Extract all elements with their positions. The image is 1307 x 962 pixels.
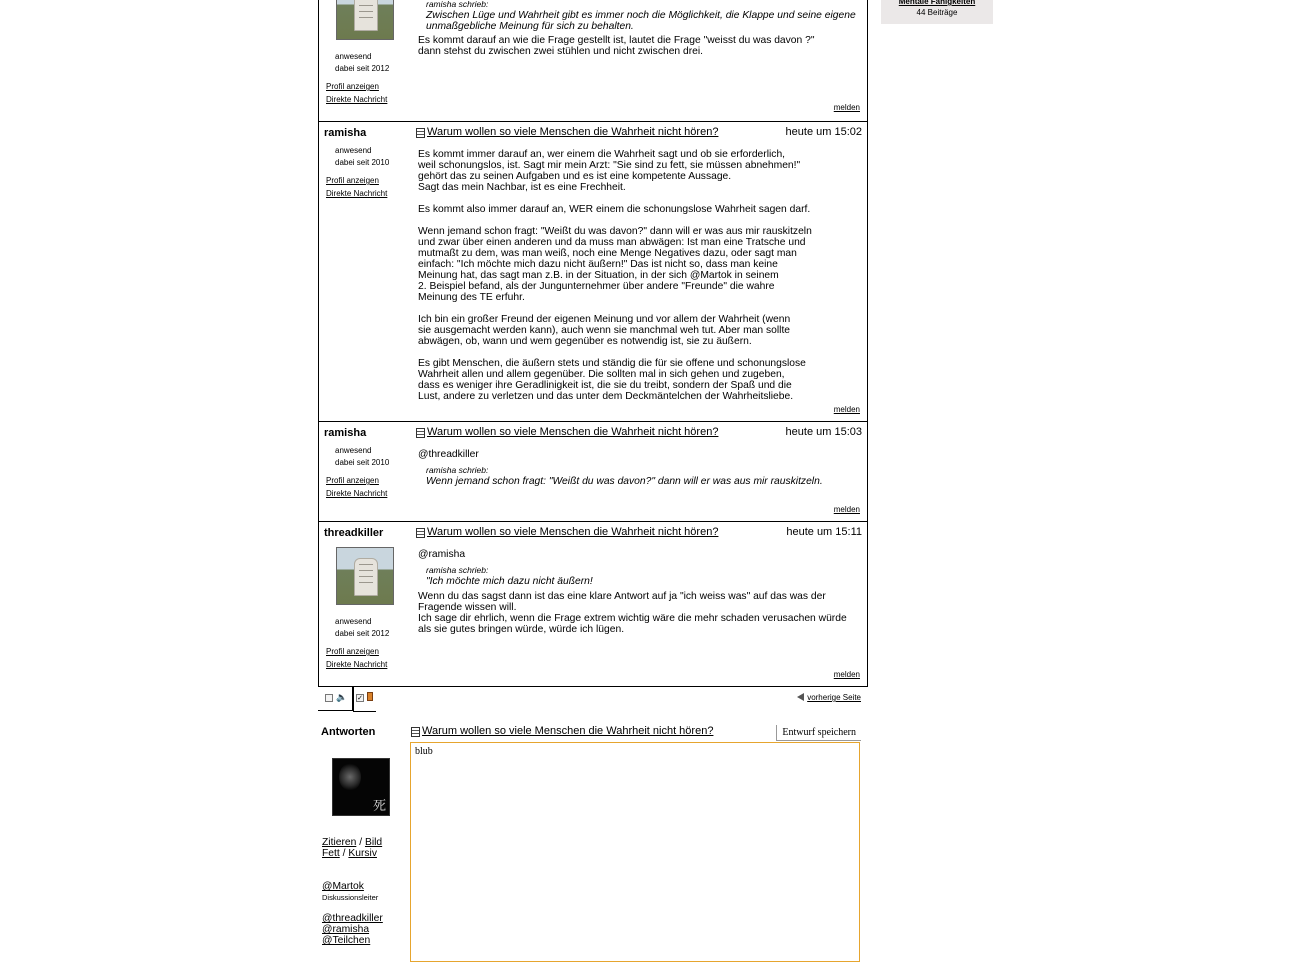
quote-header: ramisha schrieb: [426, 465, 489, 475]
author-status: anwesend [335, 52, 372, 61]
separator: / [342, 848, 346, 859]
notify-toggle-group [318, 687, 353, 711]
profile-link[interactable]: Profil anzeigen [326, 176, 379, 185]
author-links [326, 474, 387, 500]
author-meta [335, 145, 389, 169]
post-header [416, 426, 862, 440]
reply-header [411, 725, 861, 741]
sidebar-category-link[interactable]: Mentale Fähigkeiten [898, 0, 976, 6]
author-name[interactable]: ramisha [324, 427, 367, 439]
subscribe-toggle-group [353, 687, 376, 712]
bold-link[interactable]: Fett [322, 848, 340, 859]
thread-document-icon [416, 128, 425, 138]
post-body [418, 149, 860, 402]
post-body [418, 549, 860, 635]
author-status: anwesend [335, 446, 372, 455]
mention-user[interactable]: @ramisha [322, 924, 370, 935]
report-link[interactable]: melden [833, 103, 860, 112]
avatar [332, 758, 390, 816]
post-header [416, 126, 862, 140]
author-status: anwesend [335, 617, 372, 626]
reply-editor[interactable]: blub [410, 742, 860, 962]
sound-notify-checkbox[interactable] [325, 694, 333, 702]
direct-message-link[interactable]: Direkte Nachricht [326, 189, 388, 198]
post-timestamp: heute um 15:03 [785, 426, 862, 438]
gravestone-image-icon [354, 558, 378, 596]
author-name[interactable]: threadkiller [324, 527, 384, 539]
forum-post [318, 421, 868, 522]
thread-title-link[interactable]: Warum wollen so viele Menschen die Wahrheit nicht hören? [427, 126, 719, 138]
author-links [326, 645, 387, 671]
thread-toolbar [318, 686, 868, 712]
gravestone-image-icon [354, 0, 378, 31]
image-link[interactable]: Bild [364, 837, 383, 848]
post-body [418, 0, 860, 57]
thread-title-link[interactable]: Warum wollen so viele Menschen die Wahrheit nicht hören? [427, 526, 719, 538]
quote-header: ramisha schrieb: [426, 0, 489, 9]
sidebar-category-box [881, 0, 993, 24]
avatar[interactable] [336, 0, 394, 40]
quote-header: ramisha schrieb: [426, 565, 489, 575]
post-timestamp: heute um 15:11 [786, 526, 862, 538]
author-since: dabei seit 2010 [335, 458, 390, 467]
previous-page-label[interactable]: vorherige Seite [807, 693, 861, 702]
quote-block [426, 565, 860, 587]
thread-document-icon [416, 428, 425, 438]
bookmark-icon [367, 692, 373, 701]
post-text: Es kommt immer darauf an, wer einem die Wahrheit sagt und ob sie erforderlich, weil schonungslos, ist. Sagt mir mein Arzt: "Sie sind zu fett, sie müssen abnehmen!" gehört das zu seinen Aufgaben und es ist eine kompetente Aussage. Sagt das mein Nachbar, ist es eine Frechheit. Es kommt also immer darauf an, WER einem die schonungslose Wahrheit sagen darf. Wenn jemand schon fragt: "Weißt du was davon?" dann will er was aus mir rauskitzeln und zwar über einen anderen und da muss man abwägen: Ist man eine Tratsche und mutmaßt zu dem, was man weiß, noch eine Menge Negatives dazu, oder sagt man einfach: "Ich möchte mich dazu nicht äußern!" Das ist nicht so, dass man keine Meinung hat, das sagt man z.B. in der Situation, in der sich @Martok in seinem 2. Beispiel befand, als der Jungunternehmer über andere "Freunde" die wahre Meinung des TE erfuhr. Ich bin ein großer Freund der eigenen Meinung und vor allem der Wahrheit (wenn sie ausgemacht werden kann), auch wenn sie manchmal weh tut. Aber man sollte abwägen, ob, wann und wem gegenüber es notwendig ist, sie zu äußern. Es gibt Menschen, die äußern stets und ständig die für sie offene und schonungslose Wahrheit allen und allem gegenüber. Die sollten mal in sich gehen und zugeben, dass es weniger ihre Geradlinigkeit ist, die sie du treibt, sondern der Spaß und die Lust, andere zu verletzen und das unter dem Deckmäntelchen der Wahrheitsliebe. [418, 149, 812, 402]
mention-user[interactable]: @threadkiller [322, 913, 383, 924]
report-link[interactable]: melden [833, 670, 860, 679]
separator: / [359, 837, 363, 848]
mention-list [322, 881, 383, 946]
reply-thread-title[interactable]: Warum wollen so viele Menschen die Wahrheit nicht hören? [422, 725, 714, 737]
post-text: Es kommt darauf an wie die Frage gestellt ist, lautet die Frage "weisst du was davon ?" dann stehst du zwischen zwei stühlen und nicht zwischen drei. [418, 35, 815, 57]
forum-post [318, 121, 868, 422]
subscribe-checkbox[interactable]: ✓ [357, 695, 363, 702]
mention-user[interactable]: @Teilchen [322, 935, 371, 946]
post-text-mention: @ramisha [418, 549, 466, 560]
report-link[interactable]: melden [833, 505, 860, 514]
thread-document-icon [411, 727, 420, 737]
quote-block [426, 0, 860, 32]
post-text: @threadkiller [418, 449, 479, 460]
author-links [326, 80, 387, 106]
author-name[interactable]: ramisha [324, 127, 367, 139]
direct-message-link[interactable]: Direkte Nachricht [326, 660, 388, 669]
quote-block [426, 465, 860, 487]
report-link[interactable]: melden [833, 405, 860, 414]
author-meta [335, 51, 389, 75]
mention-moderator[interactable]: @Martok [322, 881, 364, 892]
kanji-glyph-icon: 死 [372, 799, 386, 814]
author-since: dabei seit 2012 [335, 629, 390, 638]
author-links [326, 174, 387, 200]
thread-document-icon [416, 528, 425, 538]
thread-title-link[interactable]: Warum wollen so viele Menschen die Wahrheit nicht hören? [427, 426, 719, 438]
direct-message-link[interactable]: Direkte Nachricht [326, 95, 388, 104]
author-since: dabei seit 2010 [335, 158, 390, 167]
speaker-icon: 🔈 [336, 692, 348, 702]
author-meta [335, 445, 389, 469]
arrow-left-icon [797, 693, 804, 701]
quote-text: Wenn jemand schon fragt: "Weißt du was davon?" dann will er was aus mir rauskitzeln. [426, 476, 823, 487]
previous-page-link[interactable] [797, 693, 861, 702]
author-since: dabei seit 2012 [335, 64, 390, 73]
post-timestamp: heute um 15:02 [785, 126, 862, 138]
profile-link[interactable]: Profil anzeigen [326, 647, 379, 656]
quote-text: "Ich möchte mich dazu nicht äußern! [426, 576, 593, 587]
author-meta [335, 616, 389, 640]
moderator-role: Diskussionsleiter [322, 893, 379, 902]
author-status: anwesend [335, 146, 372, 155]
post-header [416, 526, 862, 540]
post-text: Wenn du das sagst dann ist das eine klare Antwort auf ja "ich weiss was" auf das was der Fragende wissen will. Ich sage dir ehrlich, wenn die Frage extrem wichtig wäre die mehr schaden verusachen würde als sie gutes bringen würde, würde ich lügen. [418, 591, 847, 635]
reply-title: Antworten [321, 726, 376, 738]
sidebar-category-count: 44 Beiträge [916, 8, 958, 17]
profile-link[interactable]: Profil anzeigen [326, 476, 379, 485]
avatar[interactable] [336, 547, 394, 605]
profile-link[interactable]: Profil anzeigen [326, 82, 379, 91]
forum-post [318, 521, 868, 687]
forum-post [318, 0, 868, 122]
format-links [322, 837, 382, 859]
post-body [418, 449, 860, 487]
smoke-image-icon [339, 763, 361, 791]
quote-link[interactable]: Zitieren [322, 837, 357, 848]
quote-text: Zwischen Lüge und Wahrheit gibt es immer noch die Möglichkeit, die Klappe und seine eigene unmaßgebliche Meinung für sich zu behalten. [426, 10, 856, 32]
italic-link[interactable]: Kursiv [348, 848, 377, 859]
save-draft-button[interactable]: Entwurf speichern [776, 725, 861, 741]
direct-message-link[interactable]: Direkte Nachricht [326, 489, 388, 498]
